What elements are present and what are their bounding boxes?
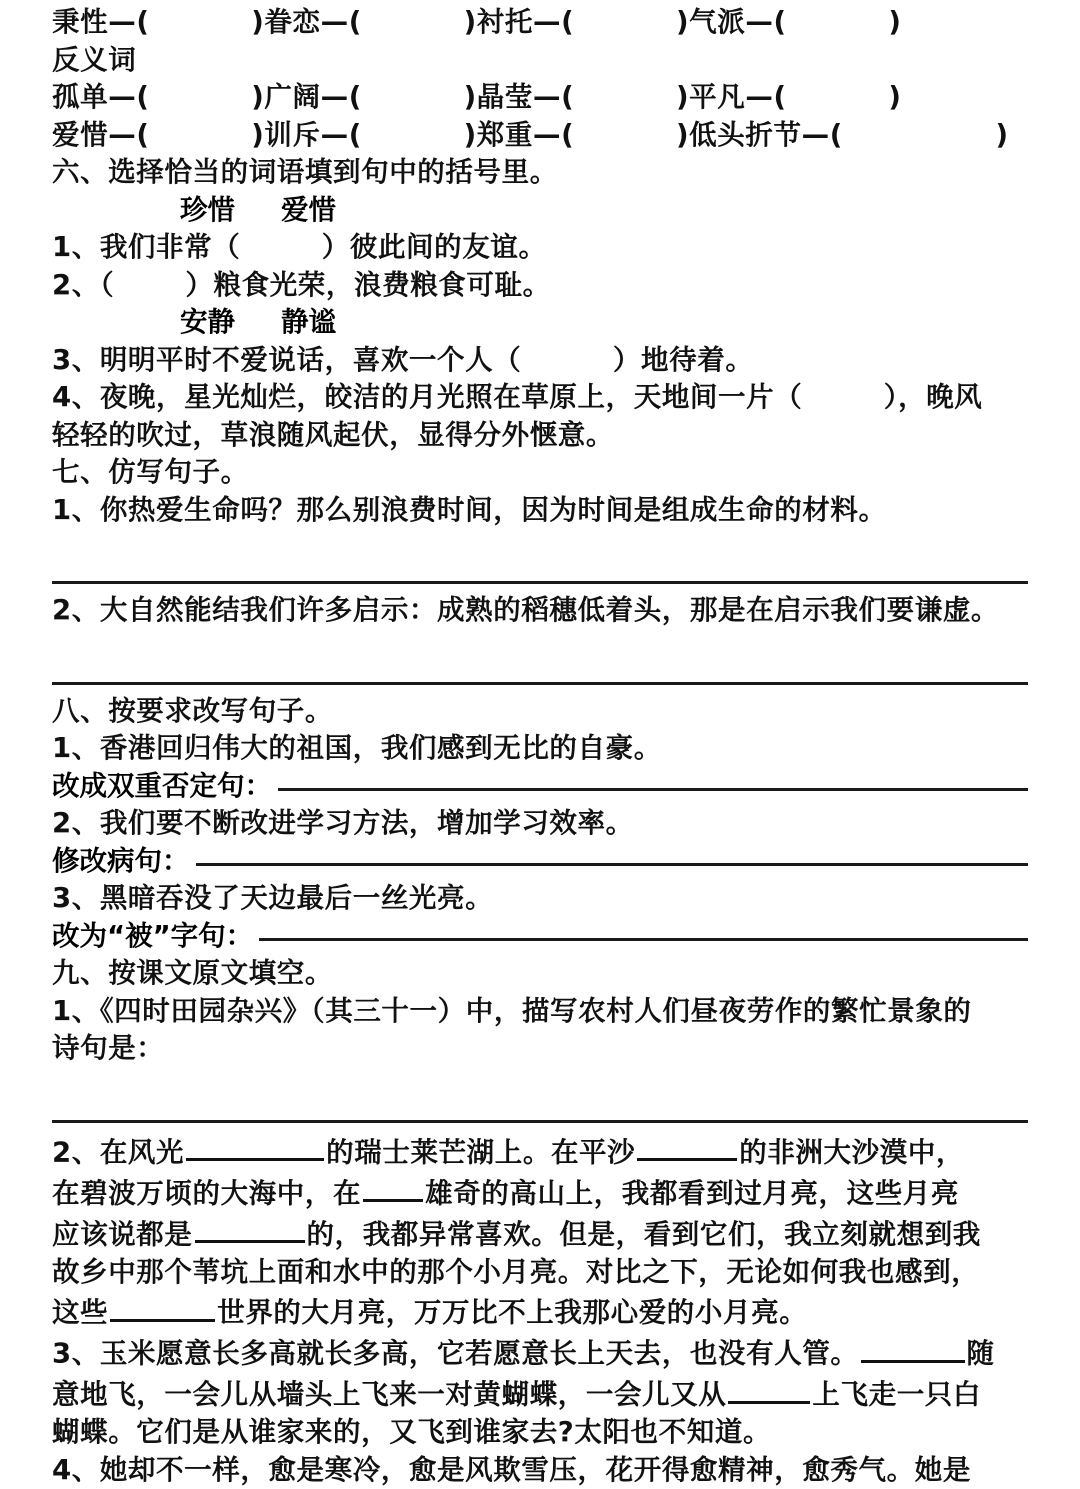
antonym-r2-item-4-bracket[interactable]: ( ) (830, 117, 1009, 155)
s9-q2-l3b: 的，我都异常喜欢。但是，看到它们，我立刻就想到我 (307, 1218, 981, 1250)
s9-q2-l1c: 的非洲大沙漠中， (739, 1136, 964, 1168)
section9-q3-line1 (52, 1332, 1028, 1373)
section6-question-4-line1 (52, 379, 1028, 417)
section8-question-1: 1、香港回归伟大的祖国，我们感到无比的自豪。 (52, 730, 1028, 768)
antonym-row-2 (52, 117, 1028, 155)
s6-q1-before: 1、我们非常（ (52, 231, 240, 263)
synonym-item-3-word: 衬托 (477, 6, 533, 38)
antonym-r2-item-2-word: 训斥 (264, 119, 320, 151)
section6-question-1 (52, 229, 1028, 267)
synonym-row (52, 4, 1028, 42)
s6-q3-blank[interactable] (521, 342, 613, 380)
s9-q2-blank-5[interactable] (110, 1291, 215, 1322)
antonym-r1-item-2-dash: — (321, 81, 349, 113)
antonym-r2-item-2-bracket[interactable]: ( ) (349, 117, 477, 155)
s6-q1-after: ）彼此间的友谊。 (322, 231, 547, 263)
s9-q2-l3a: 应该说都是 (52, 1218, 193, 1250)
section7-question-2: 2、大自然能结我们许多启示：成熟的稻穗低着头，那是在启示我们要谦虚。 (52, 592, 1028, 630)
section9-q2-line5 (52, 1291, 1028, 1332)
s9-q3-l2a: 意地飞，一会儿从墙头上飞来一对黄蝴蝶，一会儿又从 (52, 1379, 726, 1411)
s9-q2-blank-2[interactable] (637, 1131, 737, 1162)
section9-heading: 九、按课文原文填空。 (52, 955, 1028, 993)
section8-q2-answer-rule[interactable] (196, 863, 1029, 866)
section9-question-1-line2: 诗句是： (52, 1030, 1028, 1068)
antonym-r1-item-4-dash: — (745, 81, 773, 113)
antonym-r1-item-1-bracket[interactable]: ( ) (136, 79, 264, 117)
s6-q2-after: ）粮食光荣，浪费粮食可耻。 (185, 269, 550, 301)
s9-q3-l1a: 3、玉米愿意长多高就长多高，它若愿意长上天去，也没有人管。 (52, 1338, 859, 1370)
section8-q3-answer-row (52, 918, 1028, 956)
section9-q2-line3 (52, 1213, 1028, 1254)
antonym-r2-item-3-bracket[interactable]: ( ) (561, 117, 689, 155)
antonym-r1-item-1-dash: — (108, 81, 136, 113)
antonym-r1-item-4-bracket[interactable]: ( ) (773, 79, 901, 117)
worksheet-content (52, 4, 1028, 1489)
synonym-item-1-word: 秉性 (52, 6, 108, 38)
antonym-r1-item-3-bracket[interactable]: ( ) (561, 79, 689, 117)
antonym-r2-item-3-dash: — (533, 119, 561, 151)
section9-q2-line1 (52, 1131, 1028, 1172)
section9-question-1-line1: 1、《四时田园杂兴》（其三十一）中，描写农村人们昼夜劳作的繁忙景象的 (52, 993, 1028, 1031)
s6-q3-after: ）地待着。 (613, 344, 754, 376)
s9-q2-blank-1[interactable] (186, 1131, 324, 1162)
s9-q2-l2a: 在碧波万顷的大海中，在 (52, 1177, 361, 1209)
s6-q3-before: 3、明明平时不爱说话，喜欢一个人（ (52, 344, 521, 376)
section9-q2-line2 (52, 1172, 1028, 1213)
antonym-row-1 (52, 79, 1028, 117)
synonym-item-4-bracket[interactable]: ( ) (773, 4, 901, 42)
s9-q2-l5a: 这些 (52, 1297, 108, 1329)
s6-q4-after: ），晚风 (884, 381, 983, 413)
antonym-r2-item-1-dash: — (108, 119, 136, 151)
antonym-r2-item-3-word: 郑重 (477, 119, 533, 151)
antonym-r1-item-2-word: 广阔 (264, 81, 320, 113)
section6-heading: 六、选择恰当的词语填到句中的括号里。 (52, 154, 1028, 192)
s6-q4-blank[interactable] (802, 379, 883, 417)
synonym-item-1-dash: — (108, 6, 136, 38)
s6-q4-before: 4、夜晚，星光灿烂，皎洁的月光照在草原上，天地间一片（ (52, 381, 802, 413)
synonym-item-2-word: 眷恋 (264, 6, 320, 38)
antonym-r1-item-1-word: 孤单 (52, 81, 108, 113)
s9-q2-l2b: 雄奇的高山上，我都看到过月亮，这些月亮 (425, 1177, 959, 1209)
section9-q3-line3: 蝴蝶。它们是从谁家来的，又飞到谁家去?太阳也不知道。 (52, 1414, 1028, 1452)
section9-q1-answer-space[interactable] (52, 1068, 1028, 1120)
antonym-r2-item-4-dash: — (802, 119, 830, 151)
s9-q2-l1b: 的瑞士莱芒湖上。在平沙 (326, 1136, 635, 1168)
word-bank-1-option-2: 爱惜 (281, 192, 336, 230)
s6-q1-blank[interactable] (240, 229, 321, 267)
section9-q3-line2 (52, 1373, 1028, 1414)
antonym-heading: 反义词 (52, 42, 1028, 80)
section8-q2-label: 修改病句： (52, 843, 190, 881)
section8-q1-answer-rule[interactable] (278, 788, 1028, 791)
word-bank-2-option-2: 静谧 (281, 304, 336, 342)
section8-q1-answer-row (52, 768, 1028, 806)
s6-q2-blank[interactable] (114, 267, 185, 305)
antonym-r2-item-1-bracket[interactable]: ( ) (136, 117, 264, 155)
synonym-item-4-dash: — (745, 6, 773, 38)
spacer (52, 685, 1028, 693)
section6-word-bank-1 (52, 192, 1028, 230)
section8-q1-label: 改成双重否定句： (52, 768, 272, 806)
s9-q3-l1b: 随 (967, 1338, 995, 1370)
antonym-r1-item-3-word: 晶莹 (477, 81, 533, 113)
section8-heading: 八、按要求改写句子。 (52, 693, 1028, 731)
antonym-r1-item-4-word: 平凡 (689, 81, 745, 113)
section8-question-3: 3、黑暗吞没了天边最后一丝光亮。 (52, 880, 1028, 918)
synonym-item-3-dash: — (533, 6, 561, 38)
s9-q3-blank-2[interactable] (728, 1373, 810, 1404)
section6-word-bank-2 (52, 304, 1028, 342)
section9-q2-line4: 故乡中那个苇坑上面和水中的那个小月亮。对比之下，无论如何我也感到， (52, 1254, 1028, 1292)
antonym-r2-item-1-word: 爱惜 (52, 119, 108, 151)
s6-q2-before: 2、（ (52, 269, 114, 301)
section7-question-1: 1、你热爱生命吗？那么别浪费时间，因为时间是组成生命的材料。 (52, 492, 1028, 530)
section6-question-2 (52, 267, 1028, 305)
synonym-item-1-bracket[interactable]: ( ) (136, 4, 264, 42)
spacer (52, 584, 1028, 592)
s9-q2-l1a: 2、在风光 (52, 1136, 184, 1168)
section8-q3-label: 改为“被”字句： (52, 918, 253, 956)
antonym-r1-item-3-dash: — (533, 81, 561, 113)
section7-q2-answer-space[interactable] (52, 630, 1028, 682)
synonym-item-2-dash: — (321, 6, 349, 38)
section6-question-3 (52, 342, 1028, 380)
s9-q2-l5b: 世界的大月亮，万万比不上我那心爱的小月亮。 (217, 1297, 807, 1329)
synonym-item-2-bracket[interactable]: ( ) (349, 4, 477, 42)
section6-question-4-line2: 轻轻的吹过，草浪随风起伏，显得分外惬意。 (52, 417, 1028, 455)
section9-q4: 4、她却不一样，愈是寒冷，愈是风欺雪压，花开得愈精神，愈秀气。她是 (52, 1452, 1028, 1489)
synonym-item-3-bracket[interactable]: ( ) (561, 4, 689, 42)
antonym-r2-item-4-word: 低头折节 (689, 119, 801, 151)
section8-q2-answer-row (52, 843, 1028, 881)
section7-heading: 七、仿写句子。 (52, 454, 1028, 492)
antonym-r2-item-2-dash: — (321, 119, 349, 151)
s9-q2-blank-3[interactable] (363, 1172, 423, 1203)
spacer (52, 1123, 1028, 1131)
word-bank-1-option-1: 珍惜 (180, 192, 235, 230)
section8-question-2: 2、我们要不断改进学习方法，增加学习效率。 (52, 805, 1028, 843)
s9-q3-l2b: 上飞走一只白 (812, 1379, 981, 1411)
section8-q3-answer-rule[interactable] (259, 938, 1028, 941)
s9-q2-blank-4[interactable] (195, 1213, 305, 1244)
section7-q1-answer-space[interactable] (52, 529, 1028, 581)
word-bank-2-option-1: 安静 (180, 304, 235, 342)
synonym-item-4-word: 气派 (689, 6, 745, 38)
s9-q3-blank-1[interactable] (861, 1332, 965, 1363)
antonym-r1-item-2-bracket[interactable]: ( ) (349, 79, 477, 117)
